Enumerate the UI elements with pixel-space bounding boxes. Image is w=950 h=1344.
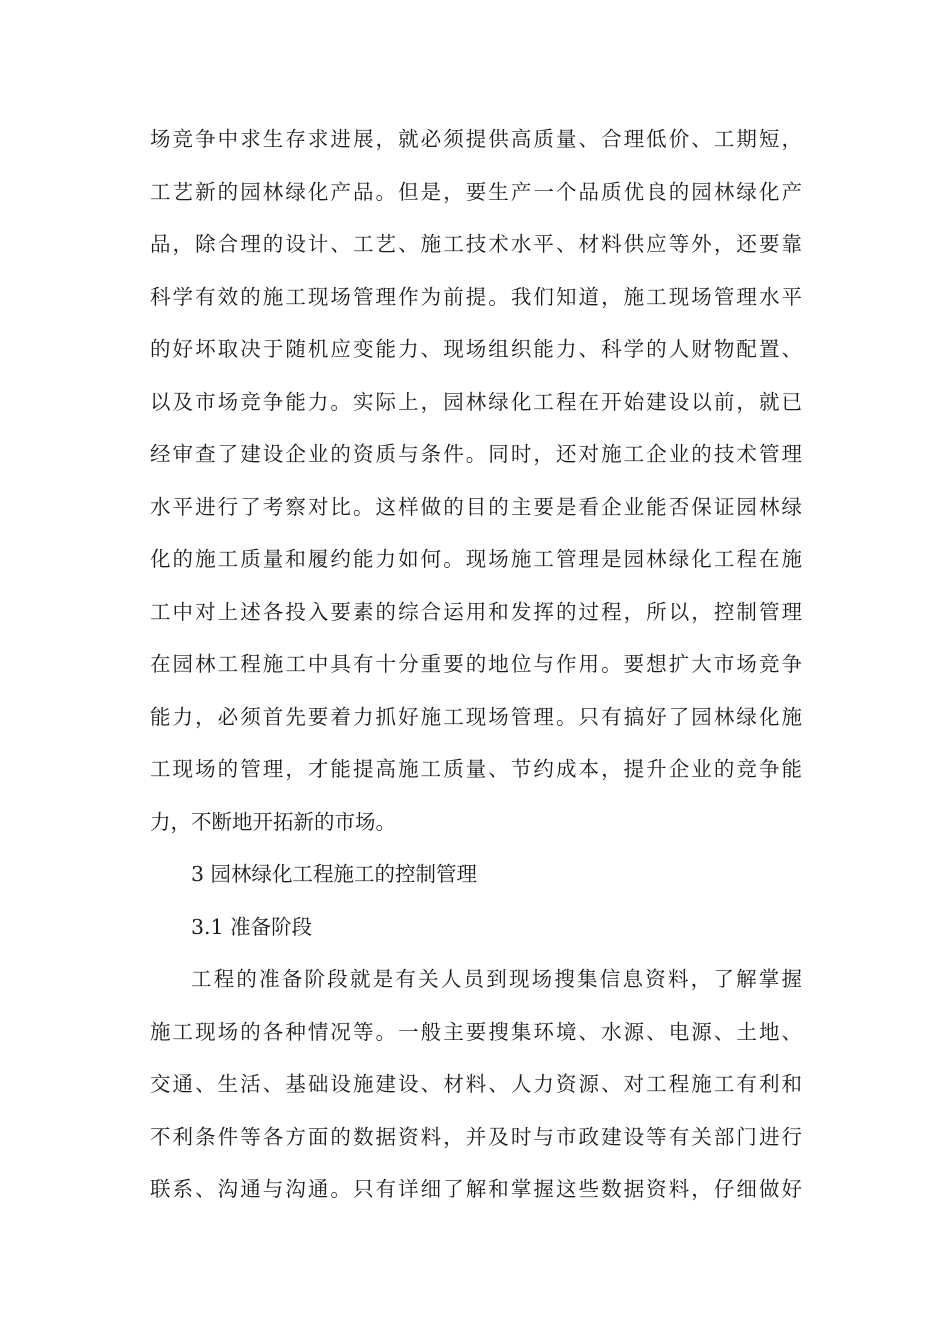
paragraph-line: 经审查了建设企业的资质与条件。同时，还对施工企业的技术管理 (150, 442, 802, 466)
paragraph-line: 的好坏取决于随机应变能力、现场组织能力、科学的人财物配置、 (150, 337, 802, 361)
paragraph-line: 水平进行了考察对比。这样做的目的主要是看企业能否保证园林绿 (150, 494, 802, 519)
section-heading: 3 园林绿化工程施工的控制管理 (191, 862, 478, 886)
paragraph-line: 工现场的管理，才能提高施工质量、节约成本，提升企业的竞争能 (150, 757, 802, 781)
paragraph-line: 交通、生活、基础设施建设、材料、人力资源、对工程施工有利和 (150, 1072, 802, 1096)
document-body (150, 113, 802, 1216)
paragraph-line: 施工现场的各种情况等。一般主要搜集环境、水源、电源、土地、 (150, 1019, 802, 1044)
paragraph-line: 力，不断地开拓新的市场。 (150, 809, 396, 834)
paragraph-2 (150, 953, 802, 1216)
paragraph-line: 品，除合理的设计、工艺、施工技术水平、材料供应等外，还要靠 (150, 232, 802, 256)
paragraph-line: 能力，必须首先要着力抓好施工现场管理。只有搞好了园林绿化施 (150, 704, 802, 729)
paragraph-line: 联系、沟通与沟通。只有详细了解和掌握这些数据资料，仔细做好 (150, 1177, 802, 1201)
paragraph-line: 以及市场竞争能力。实际上，园林绿化工程在开始建设以前，就已 (150, 389, 802, 414)
paragraph-line: 场竞争中求生存求进展，就必须提供高质量、合理低价、工期短， (150, 127, 802, 151)
subsection-heading: 3.1 准备阶段 (191, 914, 313, 939)
paragraph-line: 工艺新的园林绿化产品。但是，要生产一个品质优良的园林绿化产 (150, 179, 802, 204)
paragraph-line: 工程的准备阶段就是有关人员到现场搜集信息资料，了解掌握 (191, 967, 802, 991)
paragraph-line: 在园林工程施工中具有十分重要的地位与作用。要想扩大市场竞争 (150, 652, 802, 676)
paragraph-1 (150, 113, 802, 848)
paragraph-line: 化的施工质量和履约能力如何。现场施工管理是园林绿化工程在施 (150, 547, 802, 571)
paragraph-line: 科学有效的施工现场管理作为前提。我们知道，施工现场管理水平 (150, 284, 802, 309)
paragraph-line: 不利条件等各方面的数据资料，并及时与市政建设等有关部门进行 (150, 1124, 802, 1149)
paragraph-line: 工中对上述各投入要素的综合运用和发挥的过程，所以，控制管理 (150, 599, 802, 624)
